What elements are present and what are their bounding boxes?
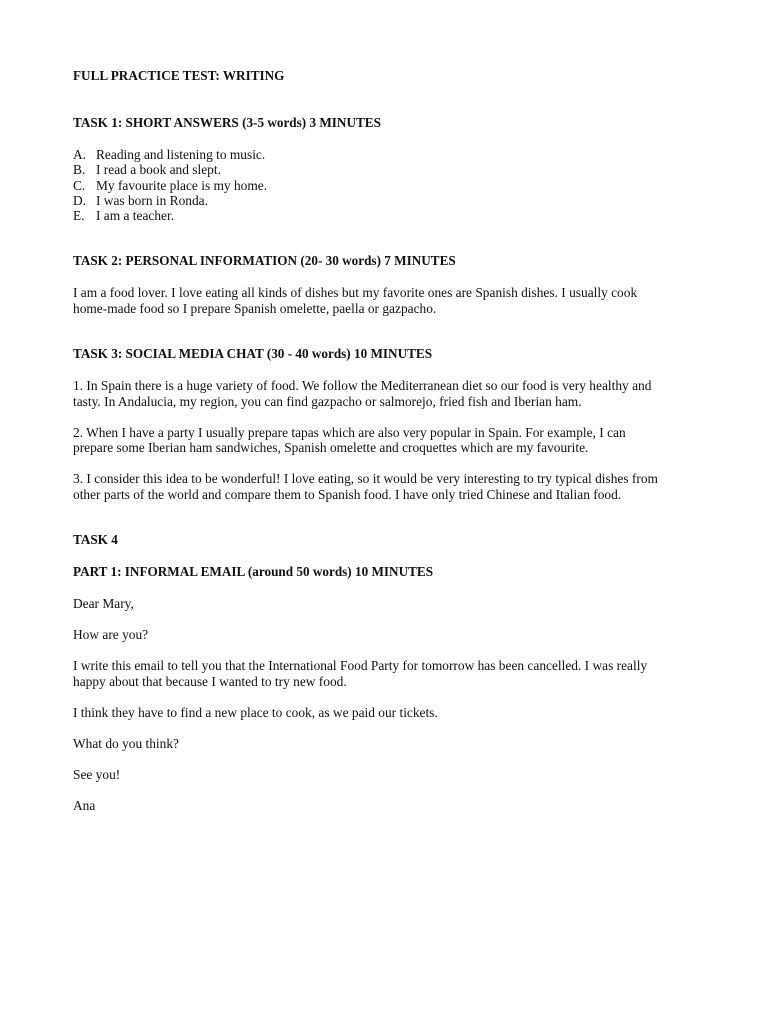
task3-answer-1 <box>73 378 703 409</box>
email-paragraph: I think they have to find a new place to cook, as we paid our tickets. <box>73 704 438 720</box>
task4-part1-heading: PART 1: INFORMAL EMAIL (around 50 words) 10 MINUTES <box>73 564 434 580</box>
task4-heading: TASK 4 <box>73 532 118 548</box>
task4-section <box>73 532 703 813</box>
list-marker: A. <box>73 147 87 162</box>
list-marker: D. <box>73 192 87 208</box>
email-body <box>73 596 703 813</box>
task1-section <box>73 115 703 223</box>
paragraph-line: home-made food so I prepare Spanish omelette, paella or gazpacho. <box>73 300 437 316</box>
task3-answer-3 <box>73 471 703 502</box>
list-marker: C. <box>73 177 86 193</box>
email-opening: How are you? <box>73 627 149 643</box>
task2-section <box>73 253 703 316</box>
list-marker: B. <box>73 162 86 178</box>
paragraph-line: other parts of the world and compare them to Spanish food. I have only tried Chinese and Italian food. <box>73 486 622 502</box>
paragraph-line: I am a food lover. I love eating all kinds of dishes but my favorite ones are Spanish dishes. I usually cook <box>73 285 638 301</box>
email-signature: Ana <box>73 797 96 813</box>
paragraph-line: tasty. In Andalucia, my region, you can find gazpacho or salmorejo, fried fish and Iberian ham. <box>73 393 582 409</box>
task2-answer <box>73 285 703 316</box>
paragraph-line: happy about that because I wanted to try new food. <box>73 673 347 689</box>
list-item-text: My favourite place is my home. <box>96 177 268 193</box>
task1-answer-list <box>73 147 703 223</box>
email-greeting: Dear Mary, <box>73 596 134 612</box>
email-closing: See you! <box>73 766 121 782</box>
document-title: FULL PRACTICE TEST: WRITING <box>73 68 285 83</box>
list-item <box>73 178 703 193</box>
task1-heading: TASK 1: SHORT ANSWERS (3-5 words) 3 MINUTES <box>73 115 381 130</box>
list-marker: E. <box>73 208 85 224</box>
paragraph-line: I write this email to tell you that the International Food Party for tomorrow has been cancelled. I was really <box>73 658 648 674</box>
email-question: What do you think? <box>73 735 179 751</box>
list-item-text: Reading and listening to music. <box>96 147 266 162</box>
list-item <box>73 147 703 162</box>
list-item <box>73 193 703 208</box>
paragraph-line: 1. In Spain there is a huge variety of food. We follow the Mediterranean diet so our food is very healthy and <box>73 378 652 394</box>
list-item-text: I was born in Ronda. <box>96 192 208 208</box>
list-item-text: I read a book and slept. <box>96 162 221 178</box>
list-item <box>73 162 703 177</box>
email-paragraph <box>73 658 703 689</box>
task3-answer-2 <box>73 425 703 456</box>
list-item-text: I am a teacher. <box>96 208 175 224</box>
task3-section <box>73 346 703 502</box>
task2-heading: TASK 2: PERSONAL INFORMATION (20- 30 words) 7 MINUTES <box>73 253 456 269</box>
task3-heading: TASK 3: SOCIAL MEDIA CHAT (30 - 40 words) 10 MINUTES <box>73 346 433 362</box>
paragraph-line: prepare some Iberian ham sandwiches, Spanish omelette and croquettes which are my favourite. <box>73 440 589 456</box>
paragraph-line: 3. I consider this idea to be wonderful! I love eating, so it would be very interesting to try typical dishes from <box>73 471 658 487</box>
paragraph-line: 2. When I have a party I usually prepare tapas which are also very popular in Spain. For example, I can <box>73 424 626 440</box>
document-page <box>73 68 703 813</box>
list-item <box>73 208 703 223</box>
